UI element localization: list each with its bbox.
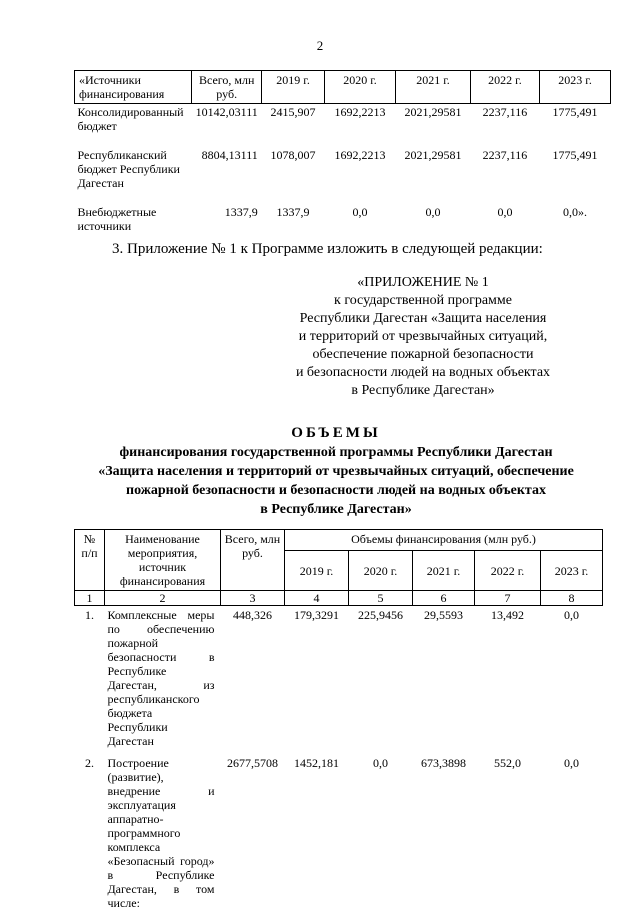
table-header-row (75, 530, 603, 551)
summary-value-cell: 1775,491 (552, 105, 598, 119)
table-row (75, 754, 603, 912)
summary-header-2019: 2019 г. (262, 71, 325, 104)
value-cell: 179,3291 (294, 608, 339, 622)
appendix-line: «ПРИЛОЖЕНИЕ № 1 (357, 275, 489, 290)
appendix-line: и территорий от чрезвычайных ситуаций, (298, 329, 548, 344)
value-cell: 225,9456 (358, 608, 403, 622)
row-number: 2. (85, 756, 94, 770)
summary-value-cell: 0,0 (497, 205, 513, 219)
page-number: 2 (316, 38, 324, 53)
summary-value-cell: 1078,007 (270, 148, 316, 162)
table-row (75, 606, 603, 755)
column-number: 5 (349, 591, 413, 606)
table-row (75, 104, 611, 148)
year-header: 2022 г. (475, 551, 541, 591)
amendment-paragraph: 3. Приложение № 1 к Программе изложить в следующей редакции: (112, 241, 543, 257)
summary-header-2021: 2021 г. (396, 71, 471, 104)
summary-value-cell: 0,0 (352, 205, 368, 219)
summary-source-cell: Консолидированный бюджет (77, 105, 184, 133)
value-cell: 2677,5708 (227, 756, 278, 770)
summary-value-cell: 2021,29581 (404, 148, 462, 162)
value-cell: 29,5593 (424, 608, 463, 622)
document-heading: ОБЪЕМЫ (291, 425, 381, 441)
value-cell: 13,492 (491, 608, 524, 622)
summary-value-cell: 2237,116 (482, 148, 528, 162)
table-row (75, 147, 611, 204)
summary-header-2022: 2022 г. (470, 71, 539, 104)
value-cell: 552,0 (494, 756, 521, 770)
value-cell: 0,0 (564, 608, 580, 622)
value-cell: 0,0 (564, 756, 580, 770)
activity-name: Комплексные меры по обеспечению пожарной безопасности в Республике Дагестан, из республиканского бюджета Республики Дагестан (107, 608, 215, 748)
summary-header-source: «Источники финансирования (75, 71, 192, 104)
column-number: 4 (285, 591, 349, 606)
row-number: 1. (85, 608, 94, 622)
summary-value-cell: 1692,2213 (334, 105, 386, 119)
subheading-line: в Республике Дагестан» (260, 502, 412, 517)
year-header: 2021 г. (413, 551, 475, 591)
summary-value-cell: 10142,03111 (195, 105, 258, 119)
document-subheading (0, 443, 640, 519)
appendix-block (263, 274, 583, 400)
summary-value-cell: 1775,491 (552, 148, 598, 162)
year-header: 2019 г. (285, 551, 349, 591)
column-number: 6 (413, 591, 475, 606)
value-cell: 1452,181 (294, 756, 339, 770)
column-number: 1 (75, 591, 105, 606)
funding-table (74, 529, 603, 912)
summary-header-total: Всего, млн руб. (192, 71, 262, 104)
column-number-row (75, 591, 603, 606)
activity-name: Построение (развитие), внедрение и эксплуатация аппаратно-программного комплекса «Безопасный город» в Республике Дагестан, в том числе: (107, 756, 215, 910)
appendix-line: к государственной программе (334, 293, 512, 308)
appendix-line: Республики Дагестан «Защита населения (299, 311, 547, 326)
year-header: 2023 г. (541, 551, 603, 591)
subheading-line: пожарной безопасности и безопасности людей на водных объектах (126, 483, 546, 498)
appendix-line: обеспечение пожарной безопасности (312, 347, 534, 362)
subheading-line: финансирования государственной программы Республики Дагестан (119, 445, 553, 460)
summary-value-cell: 0,0». (563, 205, 588, 219)
subheading-line: «Защита населения и территорий от чрезвычайных ситуаций, обеспечение (98, 464, 574, 479)
appendix-line: и безопасности людей на водных объектах (295, 365, 551, 380)
summary-value-cell: 8804,13111 (201, 148, 258, 162)
appendix-line: в Республике Дагестан» (351, 383, 495, 398)
summary-value-cell: 1337,9 (224, 205, 258, 219)
col-name-header: Наименование мероприятия, источник финансирования (105, 530, 221, 591)
value-cell: 673,3898 (421, 756, 466, 770)
value-cell: 448,326 (233, 608, 272, 622)
value-cell: 0,0 (373, 756, 388, 770)
summary-value-cell: 1692,2213 (334, 148, 386, 162)
year-header: 2020 г. (349, 551, 413, 591)
summary-table (74, 70, 611, 247)
column-number: 7 (475, 591, 541, 606)
summary-value-cell: 2415,907 (270, 105, 316, 119)
column-number: 2 (105, 591, 221, 606)
column-number: 3 (221, 591, 285, 606)
summary-value-cell: 0,0 (425, 205, 441, 219)
summary-header-2020: 2020 г. (324, 71, 395, 104)
summary-value-cell: 2021,29581 (404, 105, 462, 119)
summary-header-row (75, 71, 611, 104)
summary-value-cell: 1337,9 (276, 205, 310, 219)
col-number-header: № п/п (75, 530, 105, 591)
summary-source-cell: Внебюджетные источники (77, 205, 157, 233)
col-group-header: Объемы финансирования (млн руб.) (285, 530, 603, 551)
summary-header-2023: 2023 г. (540, 71, 611, 104)
summary-value-cell: 2237,116 (482, 105, 528, 119)
summary-source-cell: Республиканский бюджет Республики Дагестан (77, 148, 180, 190)
column-number: 8 (541, 591, 603, 606)
col-total-header: Всего, млн руб. (221, 530, 285, 591)
